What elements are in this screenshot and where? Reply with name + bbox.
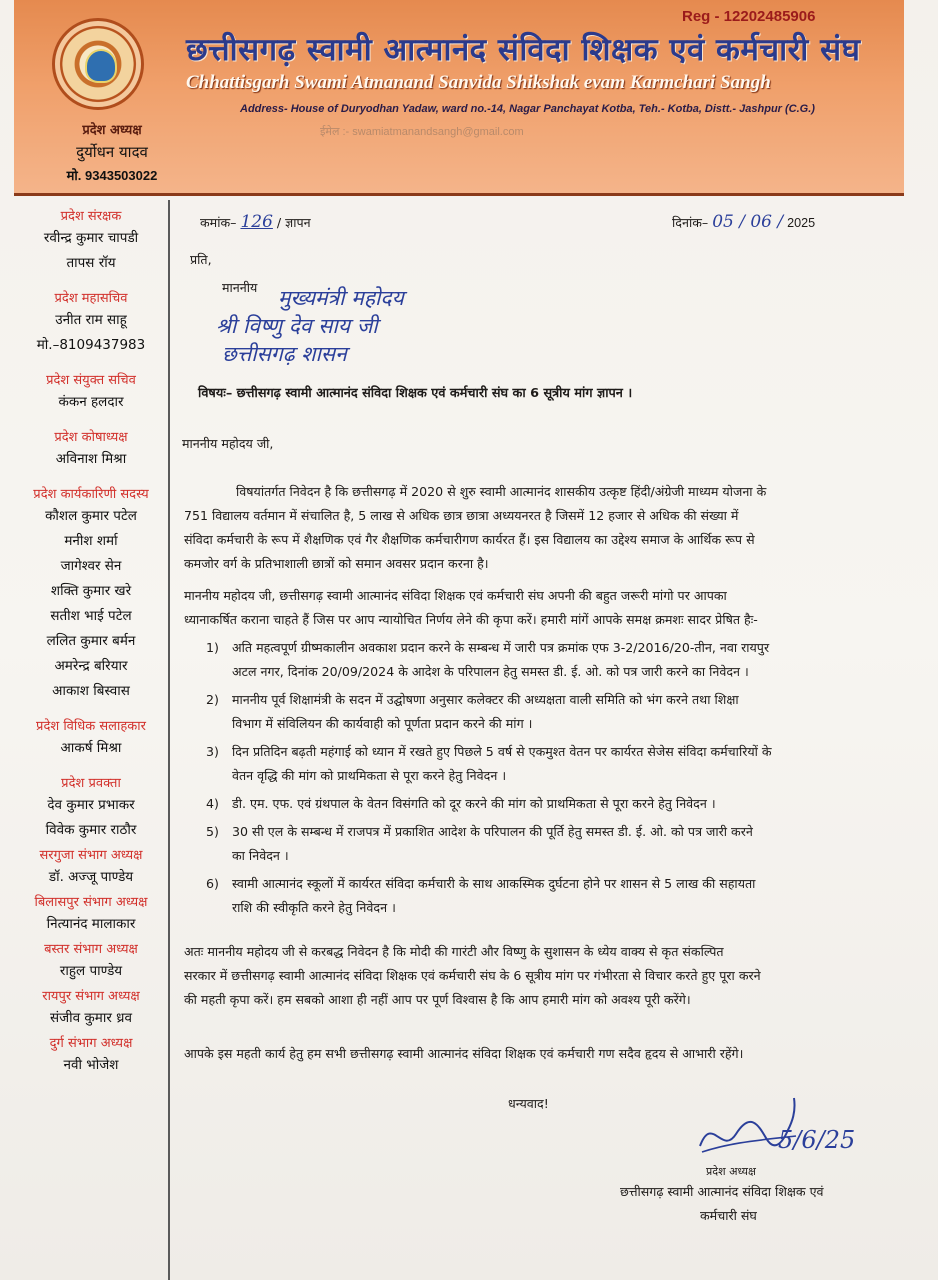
sidebar-member-name: उनीत राम साहू (55, 312, 127, 328)
signature-date: 5/6/25 (778, 1126, 856, 1154)
sidebar-member-name: अविनाश मिश्रा (55, 451, 127, 467)
date-line (672, 210, 815, 235)
para1 (184, 504, 894, 576)
office-bearers-sidebar (14, 200, 170, 1280)
addressee-line-2: श्री विष्णु देव साय जी (216, 314, 378, 338)
addressee-line-3: छत्तीसगढ़ शासन (222, 342, 347, 366)
para2-line: ध्यानाकर्षित कराना चाहते हैं जिस पर आप न्यायोचित निर्णय लेने की कृपा करें। हमारी मांगें आपके समक्ष क्रमशः सादर प्रेषित हैः- (184, 612, 758, 627)
sidebar-role-title: प्रदेश प्रवक्ता (61, 776, 121, 791)
sidebar-member-name: रवीन्द्र कुमार चापडी (43, 230, 139, 246)
salutation: माननीय महोदय जी, (182, 436, 274, 451)
demand-text (232, 872, 888, 920)
sidebar-role-title: प्रदेश विधिक सलाहकार (36, 719, 146, 734)
demand-text-line: अटल नगर, दिनांक 20/09/2024 के आदेश के परिपालन हेतु समस्त डी. ई. ओ. को पत्र जारी करने का निवेदन । (232, 664, 749, 679)
thanks: धन्यवाद! (508, 1096, 549, 1111)
sidebar-role-title: दुर्ग संभाग अध्यक्ष (49, 1036, 133, 1051)
demand-text (232, 792, 888, 816)
sidebar-role-title: प्रदेश संयुक्त सचिव (46, 373, 136, 388)
org-name-hindi: छत्तीसगढ़ स्वामी आत्मानंद संविदा शिक्षक एवं कर्मचारी संघ (186, 32, 861, 68)
sidebar-member-name: आकर्ष मिश्रा (60, 740, 122, 756)
letterhead (14, 0, 904, 196)
para3 (184, 940, 894, 1012)
sidebar-member-name: देव कुमार प्रभाकर (47, 797, 135, 813)
demand-text-line: अति महत्वपूर्ण ग्रीष्मकालीन अवकाश प्रदान करने के सम्बन्ध में जारी पत्र क्रमांक एफ 3-2/2016/20-तीन, नवा रायपुर (232, 640, 770, 655)
sign-title: प्रदेश अध्यक्ष (706, 1165, 756, 1178)
para2 (184, 584, 894, 632)
ref-suffix: / ज्ञापन (276, 215, 311, 230)
sidebar-member-name: सतीश भाई पटेल (50, 608, 132, 624)
demand-text (232, 820, 888, 868)
emblem-logo (52, 18, 144, 110)
demand-number: 2) (206, 692, 219, 707)
reference-line (200, 210, 311, 235)
demand-number: 1) (206, 640, 219, 655)
demand-text-line: विभाग में संविलियन की कार्यवाही को पूर्णता प्रदान करने की मांग । (232, 716, 533, 731)
sign-org-line2: कर्मचारी संघ (700, 1208, 757, 1223)
org-email: ईमेल :- swamiatmanandsangh@gmail.com (320, 126, 524, 138)
ref-number: 126 (240, 212, 273, 232)
addressee-line-1: मुख्यमंत्री महोदय (278, 286, 404, 310)
sidebar-member-name: नवी भोजेश (63, 1057, 119, 1073)
sidebar-member-name: विवेक कुमार राठौर (45, 822, 137, 838)
demand-number: 4) (206, 796, 219, 811)
demand-text-line: डी. एम. एफ. एवं ग्रंथपाल के वेतन विसंगति को दूर करने की मांग को प्राथमिकता से पूरा करने हेतु निवेदन । (232, 796, 716, 811)
sidebar-member-name: जागेश्वर सेन (60, 558, 122, 574)
para1-first-line: विषयांतर्गत निवेदन है कि छत्तीसगढ़ में 2020 से शुरु स्वामी आत्मानंद शासकीय उत्कृष्ट हिंदी/अंग्रेजी माध्यम योजना के (236, 484, 767, 499)
demand-text-line: दिन प्रतिदिन बढ़ती महंगाई को ध्यान में रखते हुए पिछले 5 वर्ष से एकमुश्त वेतन पर कार्यरत सेजेस संविदा कर्मचारियों के (232, 744, 772, 759)
date-year: 2025 (787, 216, 816, 230)
prati: प्रति, (190, 252, 212, 267)
org-name-english: Chhattisgarh Swami Atmanand Sanvida Shikshak evam Karmchari Sangh (186, 72, 771, 93)
sidebar-member-name: अमरेन्द्र बरियार (54, 658, 128, 674)
sidebar-role-title: प्रदेश कार्यकारिणी सदस्य (33, 487, 149, 502)
date-handwritten: 05 / 06 / (712, 212, 784, 232)
para3-line: सरकार में छत्तीसगढ़ स्वामी आत्मानंद संविदा शिक्षक एवं कर्मचारी संघ के 6 सूत्रीय मांग पर गंभीरता से विचार करते हुए पूरा करने (184, 968, 761, 983)
org-address: Address- House of Duryodhan Yadaw, ward no.-14, Nagar Panchayat Kotba, Teh.- Kotba, Distt.- Jashpur (C.G.) (240, 103, 815, 115)
demand-text-line: वेतन वृद्धि की मांग को प्राथमिकता से पूरा करने हेतु निवेदन । (232, 768, 507, 783)
sign-org-line1: छत्तीसगढ़ स्वामी आत्मानंद संविदा शिक्षक एवं (620, 1184, 824, 1199)
date-label: दिनांक– (672, 215, 709, 230)
subject: विषयः– छत्तीसगढ़ स्वामी आत्मानंद संविदा शिक्षक एवं कर्मचारी संघ का 6 सूत्रीय मांग ज्ञापन । (198, 386, 633, 401)
sidebar-member-name: मनीश शर्मा (64, 533, 118, 549)
demand-text-line: का निवेदन । (232, 848, 289, 863)
demand-number: 6) (206, 876, 219, 891)
demand-text (232, 636, 888, 684)
para4: आपके इस महती कार्य हेतु हम सभी छत्तीसगढ़ स्वामी आत्मानंद संविदा शिक्षक एवं कर्मचारी गण सदैव हृदय से आभारी रहेंगे। (184, 1046, 744, 1061)
demand-text-line: माननीय पूर्व शिक्षामंत्री के सदन में उद्घोषणा अनुसार कलेक्टर की अध्यक्षता वाली समिति को भंग करने तथा शिक्षा (232, 692, 739, 707)
demand-number: 3) (206, 744, 219, 759)
letter-body (182, 200, 898, 1280)
sidebar-member-name: राहुल पाण्डेय (59, 963, 123, 979)
sidebar-member-name: संजीव कुमार ध्रव (50, 1010, 132, 1026)
sidebar-member-name: तापस रॉय (66, 255, 116, 271)
demand-text-line: 30 सी एल के सम्बन्ध में राजपत्र में प्रकाशित आदेश के परिपालन की पूर्ति हेतु समस्त डी. ई. ओ. को पत्र जारी करने (232, 824, 753, 839)
demand-text (232, 688, 888, 736)
para3-line: की महती कृपा करें। हम सबको आशा ही नहीं आप पर पूर्ण विश्वास है कि आप हमारी मांग को अवश्य पूरी करेंगे। (184, 992, 691, 1007)
sidebar-member-name: मो.–8109437983 (36, 337, 146, 353)
ref-label: कमांक– (200, 215, 237, 230)
para1-line: कमजोर वर्ग के प्रतिभाशाली छात्रों को समान अवसर प्रदान करना है। (184, 556, 489, 571)
sidebar-role-title: प्रदेश महासचिव (54, 291, 128, 306)
para1-line: संविदा कर्मचारी के रूप में शैक्षणिक एवं गैर शैक्षणिक कर्मचारीगण कार्यरत हैं। इस विद्यालय का उद्देश्य समाज के आर्थिक रूप से (184, 532, 755, 547)
sidebar-member-name: कंकन हलदार (58, 394, 124, 410)
demand-text-line: राशि की स्वीकृति करने हेतु निवेदन । (232, 900, 396, 915)
sidebar-role-title: प्रदेश संरक्षक (60, 209, 122, 224)
sidebar-role-title: बिलासपुर संभाग अध्यक्ष (34, 895, 148, 910)
demand-list (206, 636, 898, 936)
sidebar-role-title: बस्तर संभाग अध्यक्ष (44, 942, 138, 957)
sidebar-role-title: प्रदेश कोषाध्यक्ष (54, 430, 128, 445)
demand-number: 5) (206, 824, 219, 839)
sidebar-role-title: रायपुर संभाग अध्यक्ष (42, 989, 140, 1004)
sidebar-member-name: आकाश बिस्वास (52, 683, 130, 699)
sidebar-member-name: नित्यानंद मालाकार (46, 916, 136, 932)
sidebar-member-name: कौशल कुमार पटेल (45, 508, 137, 524)
para3-line: अतः माननीय महोदय जी से करबद्ध निवेदन है कि मोदी की गारंटी और विष्णु के सुशासन के ध्येय वाक्य से कृत संकल्पित (184, 944, 724, 959)
maananiya: माननीय (222, 280, 258, 295)
sidebar-member-name: ललित कुमार बर्मन (46, 633, 136, 649)
para1-line: 751 विद्यालय वर्तमान में संचालित है, 5 लाख से अधिक छात्र छात्रा अध्ययनरत है जिसमें 12 हजार से अधिक की संख्या में (184, 508, 739, 523)
president-title: प्रदेश अध्यक्ष (82, 123, 142, 138)
registration-number: Reg - 12202485906 (682, 8, 816, 25)
para2-line: माननीय महोदय जी, छत्तीसगढ़ स्वामी आत्मानंद संविदा शिक्षक एवं कर्मचारी संघ अपनी की बहुत जरूरी मांगो पर आपका (184, 588, 727, 603)
demand-text (232, 740, 888, 788)
sidebar-role-title: सरगुजा संभाग अध्यक्ष (39, 848, 143, 863)
emblem-center-icon (85, 49, 117, 83)
president-name: दुर्योधन यादव (76, 143, 148, 161)
sidebar-member-name: शक्ति कुमार खरे (50, 583, 132, 599)
demand-text-line: स्वामी आत्मानंद स्कूलों में कार्यरत संविदा कर्मचारी के साथ आकस्मिक दुर्घटना होने पर शासन से 5 लाख की सहायता (232, 876, 756, 891)
sidebar-member-name: डॉ. अज्जू पाण्डेय (48, 869, 134, 885)
president-phone: मो. 9343503022 (66, 168, 158, 183)
